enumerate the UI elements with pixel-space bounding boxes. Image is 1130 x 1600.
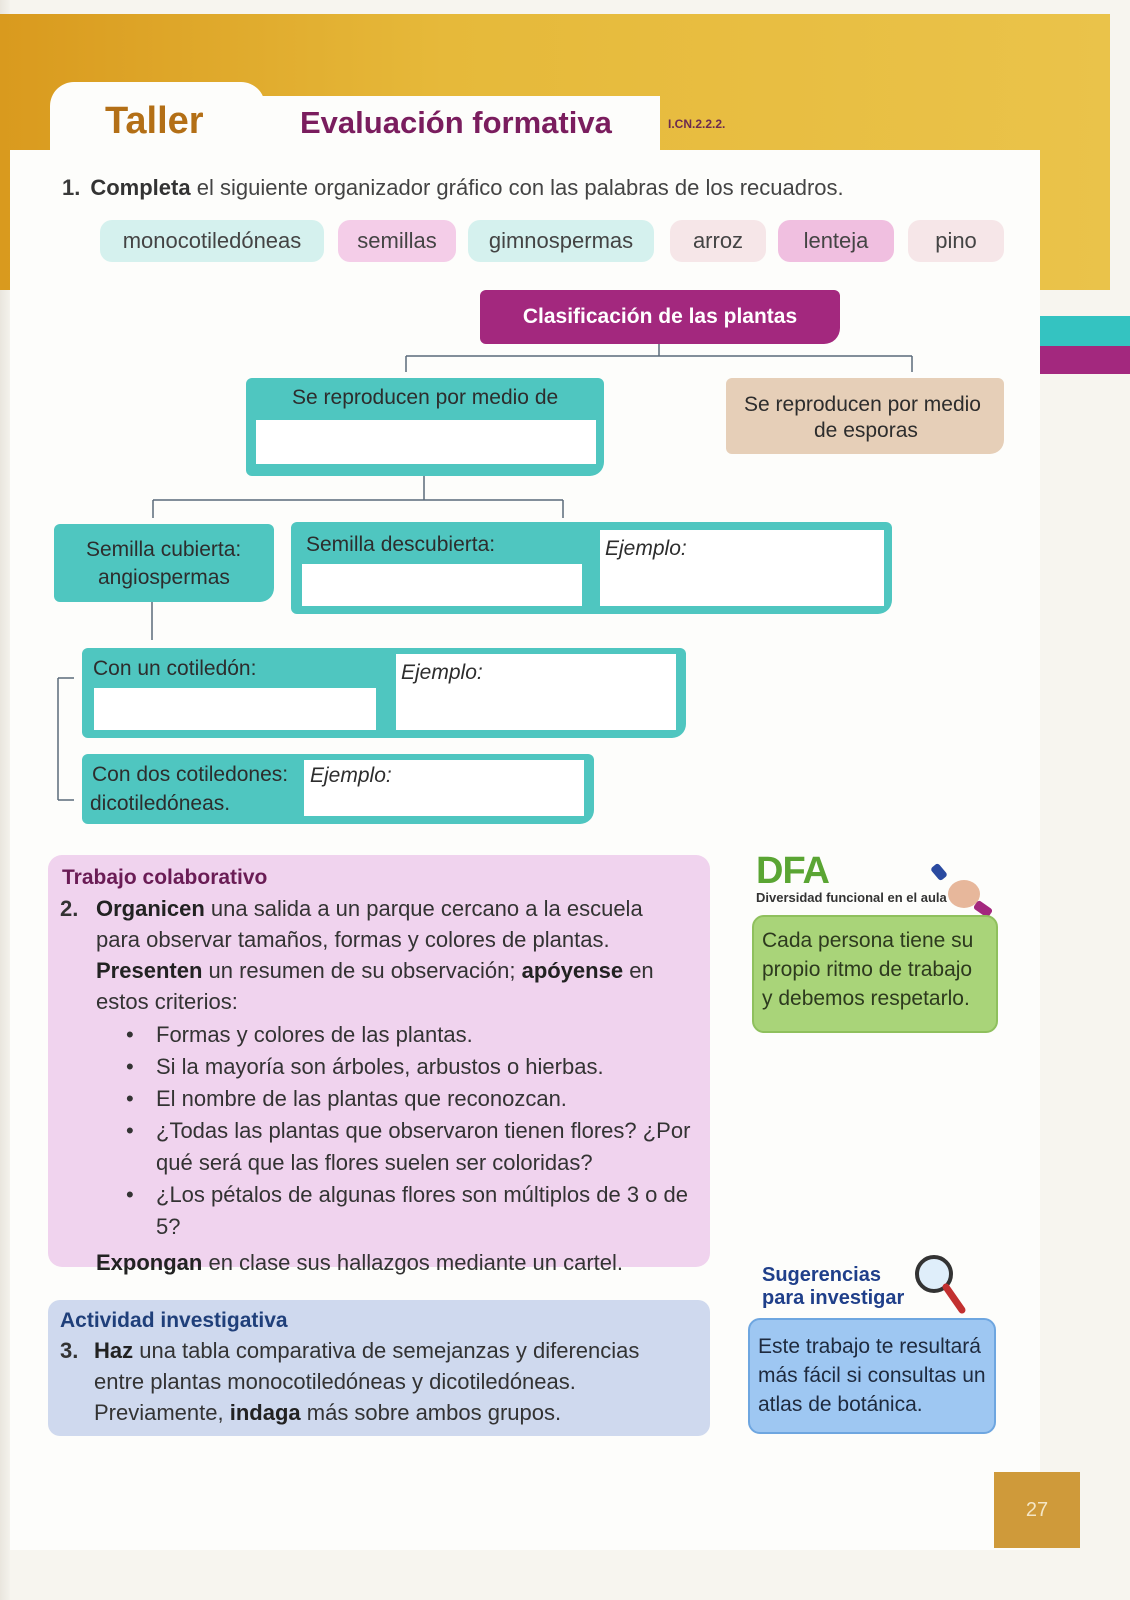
q3-line3 [60,1397,700,1428]
question-number: 2. [60,896,79,921]
curriculum-code: I.CN.2.2.2. [668,117,726,131]
criteria-item: • El nombre de las plantas que reconozcan. [122,1083,702,1115]
dfa-subtitle: Diversidad funcional en el aula [756,890,947,905]
verb-expongan: Expongan [96,1250,203,1275]
word-chip[interactable]: arroz [670,220,766,262]
q2-line2: para observar tamaños, formas y colores de plantas. [96,927,610,952]
seed-answer-field[interactable] [256,420,596,464]
q3-line3-text: Previamente, [94,1400,230,1425]
question-number: 3. [60,1338,79,1363]
verb-organicen: Organicen [96,896,205,921]
criteria-item: • Si la mayoría son árboles, arbustos o hierbas. [122,1051,702,1083]
uncovered-answer-field[interactable] [302,564,582,606]
covered-seed-line1: Semilla cubierta: [86,538,242,561]
example-label: Ejemplo: [401,661,483,684]
organizer-title: Clasificación de las plantas [480,290,840,344]
q2-closing-text: en clase sus hallazgos mediante un cartel. [202,1250,624,1275]
page-title: Evaluación formativa [300,105,612,140]
q3-line1: una tabla comparativa de semejanzas y diferencias [133,1338,640,1363]
question-2 [60,893,700,1278]
question-3 [60,1335,700,1428]
verb-indaga: indaga [229,1400,301,1425]
word-chip[interactable]: monocotiledóneas [100,220,324,262]
example-label: Ejemplo: [310,764,392,787]
q2-line3-end: en [623,958,654,983]
question-verb: Completa [90,175,191,200]
spore-label-line1: Se reproducen por medio [744,393,981,416]
dfa-logo: DFA [756,850,829,892]
word-chip[interactable]: lenteja [778,220,894,262]
verb-presenten: Presenten [96,958,203,983]
q2-closing [60,1247,700,1278]
criteria-item: • ¿Todas las plantas que observaron tienen flores? ¿Por qué será que las flores suelen ser coloridas? [122,1115,702,1179]
collaborative-work-title: Trabajo colaborativo [62,866,268,889]
covered-seed-box [54,524,274,602]
q3-line3-end: más sobre ambos grupos. [300,1400,562,1425]
criteria-item: • ¿Los pétalos de algunas flores son múltiplos de 3 o de 5? [122,1179,702,1243]
verb-apoyense: apóyense [521,958,624,983]
seed-reproduction-label: Se reproducen por medio de [292,386,559,409]
q2-line1: una salida a un parque cercano a la escuela [204,896,643,921]
one-cotyledon-label: Con un cotiledón: [93,657,257,680]
word-chip[interactable]: semillas [338,220,456,262]
uncovered-seed-label: Semilla descubierta: [306,533,496,556]
word-chip[interactable]: pino [908,220,1004,262]
criteria-list [122,1019,702,1243]
q2-line4: estos criterios: [96,989,238,1014]
question-text: el siguiente organizador gráfico con las palabras de los recuadros. [190,175,844,200]
magnifying-glass-icon [910,1252,970,1316]
q2-line3 [60,955,700,986]
dfa-note-text: Cada persona tiene su propio ritmo de trabajo y debemos respetarlo. [762,929,974,1010]
research-activity-title: Actividad investigativa [60,1309,288,1332]
suggestions-title-line1: Sugerencias [762,1264,881,1286]
criteria-item: • Formas y colores de las plantas. [122,1019,702,1051]
question-number: 1. [62,175,81,200]
page-number: 27 [994,1472,1080,1548]
example-label: Ejemplo: [605,537,687,560]
suggestions-title-line2: para investigar [762,1287,905,1309]
verb-haz: Haz [94,1338,134,1363]
q2-line3-text: un resumen de su observación; [202,958,522,983]
covered-seed-line2: angiospermas [98,566,230,589]
section-title: Taller [105,100,204,142]
spore-label-line2: de esporas [814,419,918,442]
two-cotyledon-line2: dicotiledóneas. [90,792,231,815]
word-chip[interactable]: gimnospermas [468,220,654,262]
two-cotyledon-line1: Con dos cotiledones: [92,763,289,786]
one-cotyledon-answer-field[interactable] [94,688,376,730]
q3-line2: entre plantas monocotiledóneas y dicotiledóneas. [94,1369,576,1394]
suggestions-text: Este trabajo te resultará más fácil si consultas un atlas de botánica. [758,1335,986,1416]
